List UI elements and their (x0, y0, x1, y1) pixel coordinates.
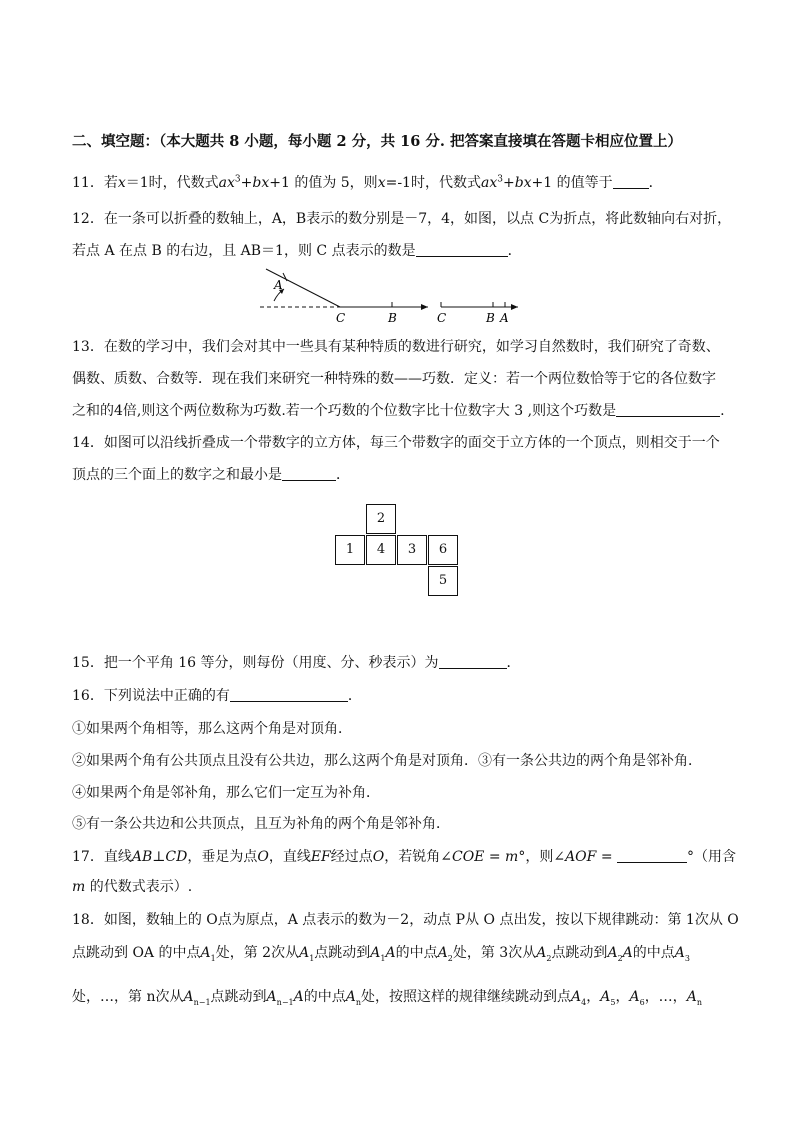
axis-1-arrow (421, 304, 428, 310)
answer-blank-12[interactable] (416, 242, 508, 257)
question-16-option-4: ④如果两个角是邻补角，那么它们一定互为补角． (72, 785, 380, 801)
cube-face-top: 2 (366, 504, 396, 534)
answer-blank-13[interactable] (616, 402, 720, 417)
question-13-line1: 13．在数的学习中，我们会对其中一些具有某种特质的数进行研究，如学习自然数时，我们研究了奇数、 (72, 339, 720, 355)
cube-face-bottom: 5 (428, 566, 458, 596)
section-heading: 二、填空题：（本大题共 8 小题，每小题 2 分，共 16 分. 把答案直接填在答题卡相应位置上） (72, 133, 682, 150)
question-13-line2: 偶数、质数、合数等．现在我们来研究一种特殊的数——巧数．定义：若一个两位数恰等于它的各位数字 (72, 371, 716, 387)
question-16-option-1: ①如果两个角相等，那么这两个角是对顶角． (72, 721, 352, 737)
question-11: 11．若x＝1时，代数式$ax^3+bx+1$ 的值为 5，则x=-1时，代数式$ax^3+bx+1$ 的值等于 ． (72, 174, 663, 191)
question-18-line3: 处，…，第 n次从$A_{n-1}$点跳动到$A_{n-1}A$的中点$A_n$处，按照这样的规律继续跳动到点$A_4$，$A_5$，$A_6$，…，$A_n$ (72, 989, 702, 1007)
question-17-line2: m 的代数式表示）. (72, 879, 193, 895)
question-12-line1: 12．在一条可以折叠的数轴上，A，B表示的数分别是－7，4，如图，以点 C为折点，将此数轴向右对折， (72, 211, 732, 227)
question-13-line3: 之和的4倍,则这个两位数称为巧数.若一个巧数的个位数字比十位数字大 3 ,则这个巧数是 . (72, 403, 725, 419)
question-14-line1: 14．如图可以沿线折叠成一个带数字的立方体，每三个带数字的面交于立方体的一个顶点，则相交于一个 (72, 435, 720, 451)
cube-face-4: 4 (366, 535, 396, 565)
answer-blank-17[interactable] (617, 848, 687, 863)
question-18-line2: 点跳动到 OA 的中点$A_1$处，第 2次从$A_1$点跳动到$A_1A$的中点$A_2$处，第 3次从$A_2$点跳动到$A_2A$的中点$A_3$ (72, 945, 690, 963)
label-B1: B (388, 311, 397, 325)
label-A2: A (500, 311, 509, 325)
label-C1: C (336, 311, 346, 325)
question-15: 15．把一个平角 16 等分，则每份（用度、分、秒表示）为 ． (72, 655, 521, 671)
answer-blank-15[interactable] (439, 654, 507, 669)
question-17-line1: 17．直线AB⊥CD，垂足为点O，直线EF经过点O，若锐角∠COE = m°，则∠AOF = °（用含 (72, 849, 737, 865)
question-14-line2: 顶点的三个面上的数字之和最小是 ． (72, 467, 350, 483)
answer-blank-11[interactable] (613, 174, 649, 189)
folded-number-line-figure (250, 265, 520, 327)
label-A-fold: A (274, 278, 283, 292)
cube-net-figure (335, 504, 460, 597)
question-16-option-5: ⑤有一条公共边和公共顶点，且互为补角的两个角是邻补角． (72, 816, 450, 832)
question-12-line2: 若点 A 在点 B 的右边，且 AB＝1，则 C 点表示的数是 ． (72, 243, 522, 259)
cube-face-6: 6 (428, 535, 458, 565)
answer-blank-14[interactable] (282, 466, 336, 481)
question-16-option-2-3: ②如果两个角有公共顶点且没有公共边，那么这两个角是对顶角．③有一条公共边的两个角是邻补角． (72, 753, 702, 769)
cube-face-1: 1 (335, 535, 365, 565)
tick-A-fold (283, 273, 287, 281)
label-B2: B (486, 311, 495, 325)
answer-blank-16[interactable] (230, 687, 348, 702)
axis-2-arrow (511, 304, 518, 310)
question-16: 16．下列说法中正确的有 ． (72, 688, 362, 704)
label-C2: C (437, 311, 447, 325)
question-18-line1: 18．如图，数轴上的 O点为原点，A 点表示的数为－2，动点 P从 O 点出发，按以下规律跳动：第 1次从 O (72, 912, 739, 928)
cube-face-3: 3 (397, 535, 427, 565)
